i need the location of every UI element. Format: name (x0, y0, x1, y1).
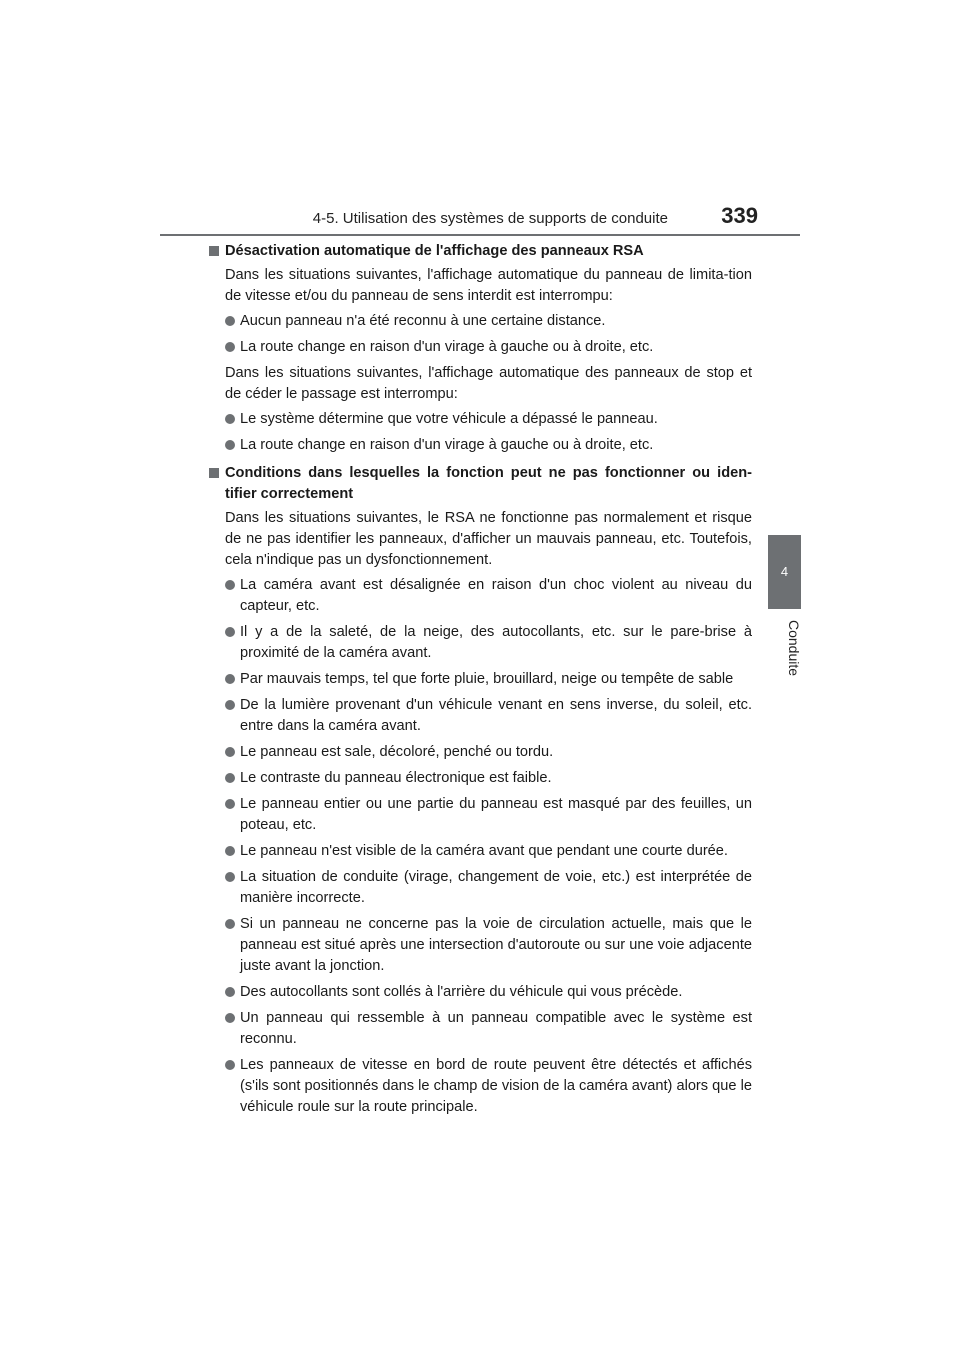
list-item-text: Le contraste du panneau électronique est faible. (240, 770, 552, 786)
chapter-label: Conduite (786, 620, 802, 677)
list-item-text: Si un panneau ne concerne pas la voie de circulation actuelle, mais que le panneau est situé après une intersection d'autoroute ou sur une voie adjacente juste avant la jonction. (240, 916, 752, 974)
round-bullet-icon (225, 846, 235, 856)
round-bullet-icon (225, 799, 235, 809)
list-item (209, 622, 752, 664)
round-bullet-icon (225, 342, 235, 352)
list-item (209, 867, 752, 909)
paragraph: Dans les situations suivantes, l'affichage automatique du panneau de limita-tion de vitesse et/ou du panneau de sens interdit est interrompu: (225, 267, 752, 304)
list-item (209, 435, 752, 456)
list-item-text: Des autocollants sont collés à l'arrière du véhicule qui vous précède. (240, 984, 683, 1000)
list-item-text: Par mauvais temps, tel que forte pluie, brouillard, neige ou tempête de sable (240, 671, 734, 687)
list-item-text: Un panneau qui ressemble à un panneau compatible avec le système est reconnu. (240, 1010, 752, 1047)
list-item-text: Le panneau entier ou une partie du panneau est masqué par des feuilles, un poteau, etc. (240, 796, 752, 833)
square-bullet-icon (209, 468, 219, 478)
section-heading (209, 463, 752, 505)
round-bullet-icon (225, 674, 235, 684)
list-item-text: Le panneau n'est visible de la caméra avant que pendant une courte durée. (240, 843, 728, 859)
list-item (209, 794, 752, 836)
list-item (209, 914, 752, 977)
header-divider (160, 234, 800, 236)
list-item (209, 982, 752, 1003)
page-number: 339 (721, 203, 758, 228)
round-bullet-icon (225, 872, 235, 882)
list-item-text: La caméra avant est désalignée en raison d'un choc violent au niveau du capteur, etc. (240, 577, 752, 614)
list-item-text: La situation de conduite (virage, changement de voie, etc.) est interprétée de manière incorrecte. (240, 869, 752, 906)
bullet-list (209, 311, 752, 358)
list-item-text: Les panneaux de vitesse en bord de route peuvent être détectés et affichés (s'ils sont positionnés dans le champ de vision de la caméra avant) alors que le véhicule roule sur la route principale. (240, 1057, 752, 1115)
round-bullet-icon (225, 414, 235, 424)
list-item (209, 311, 752, 332)
list-item (209, 768, 752, 789)
page-header (160, 200, 800, 240)
round-bullet-icon (225, 580, 235, 590)
page-content (209, 241, 752, 1125)
list-item (209, 575, 752, 617)
list-item (209, 742, 752, 763)
list-item-text: Il y a de la saleté, de la neige, des autocollants, etc. sur le pare-brise à proximité de la caméra avant. (240, 624, 752, 661)
section-title: 4-5. Utilisation des systèmes de supports de conduite (312, 210, 668, 227)
round-bullet-icon (225, 1060, 235, 1070)
round-bullet-icon (225, 773, 235, 783)
bullet-list (209, 409, 752, 456)
list-item (209, 695, 752, 737)
list-item (209, 409, 752, 430)
round-bullet-icon (225, 440, 235, 450)
list-item (209, 1055, 752, 1118)
paragraph: Dans les situations suivantes, l'affichage automatique des panneaux de stop et de céder le passage est interrompu: (225, 365, 752, 402)
bullet-list (209, 575, 752, 1118)
list-item-text: Le panneau est sale, décoloré, penché ou tordu. (240, 744, 554, 760)
round-bullet-icon (225, 627, 235, 637)
round-bullet-icon (225, 987, 235, 997)
spacer (209, 1123, 752, 1125)
list-item-text: Aucun panneau n'a été reconnu à une certaine distance. (240, 313, 606, 329)
list-item (209, 337, 752, 358)
round-bullet-icon (225, 1013, 235, 1023)
section-heading-text: Désactivation automatique de l'affichage des panneaux RSA (225, 243, 644, 259)
chapter-number: 4 (780, 564, 789, 579)
round-bullet-icon (225, 316, 235, 326)
paragraph: Dans les situations suivantes, le RSA ne fonctionne pas normalement et risque de ne pas identifier les panneaux, d'afficher un mauvais panneau, etc. Toutefois, cela n'indique pas un dysfonctionnement. (225, 510, 752, 568)
round-bullet-icon (225, 747, 235, 757)
round-bullet-icon (225, 700, 235, 710)
list-item-text: La route change en raison d'un virage à gauche ou à droite, etc. (240, 437, 654, 453)
square-bullet-icon (209, 246, 219, 256)
list-item (209, 669, 752, 690)
list-item (209, 841, 752, 862)
section-heading (209, 241, 752, 262)
list-item-text: La route change en raison d'un virage à gauche ou à droite, etc. (240, 339, 654, 355)
list-item (209, 1008, 752, 1050)
chapter-tab (768, 535, 801, 609)
round-bullet-icon (225, 919, 235, 929)
section-heading-text: Conditions dans lesquelles la fonction peut ne pas fonctionner ou iden-tifier correctement (225, 465, 752, 502)
list-item-text: Le système détermine que votre véhicule a dépassé le panneau. (240, 411, 658, 427)
list-item-text: De la lumière provenant d'un véhicule venant en sens inverse, du soleil, etc. entre dans la caméra avant. (240, 697, 752, 734)
